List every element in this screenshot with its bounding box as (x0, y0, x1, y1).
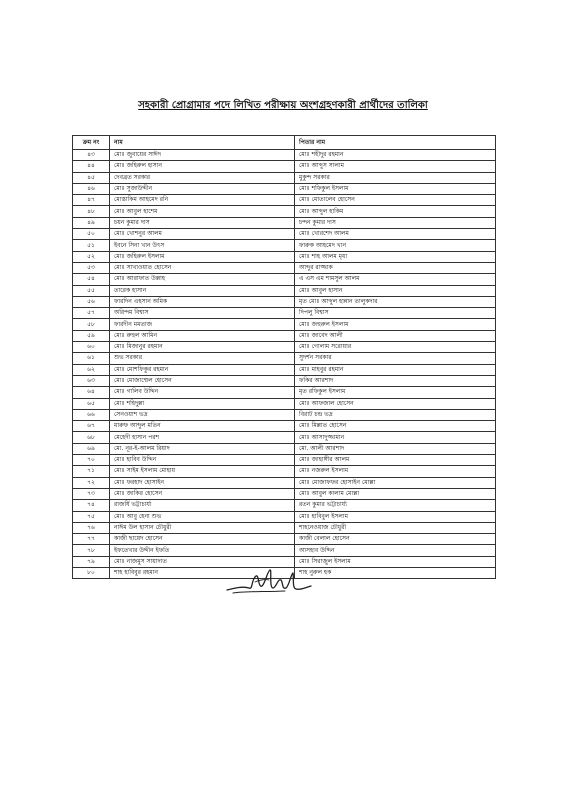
table-row (73, 240, 496, 251)
cell-father-name: মোঃ খোরশেদ আলম (295, 229, 496, 240)
cell-serial: ৫৭ (73, 308, 110, 319)
cell-serial: ৫১ (73, 240, 110, 251)
cell-serial: ৭২ (73, 477, 110, 488)
cell-father-name: কাজী বেলাল হোসেন (295, 534, 496, 545)
cell-serial: ৭০ (73, 455, 110, 466)
cell-serial: ৫৩ (73, 262, 110, 273)
table-row (73, 477, 496, 488)
table-row (73, 285, 496, 296)
table-row (73, 455, 496, 466)
cell-father-name: মোঃ মোজাফফর হোসাইন মোল্লা (295, 477, 496, 488)
column-header-name: নাম (110, 136, 295, 150)
cell-name: মোঃ আরাফাত উল্লাহ (110, 274, 295, 285)
cell-serial: ৫২ (73, 251, 110, 262)
column-header-serial: ক্রম নং (73, 136, 110, 150)
cell-name: তারেক হাসান (110, 285, 295, 296)
cell-father-name: আসহাব উদ্দিন (295, 545, 496, 556)
cell-name: কাজী ছায়েদ হোসেন (110, 534, 295, 545)
cell-name: সেনওয়াশ ভদ্র (110, 409, 295, 420)
cell-serial: ৭৩ (73, 488, 110, 499)
cell-name: মোঃ শহিদুল্লা (110, 398, 295, 409)
cell-name: মোঃ জহিরুল ইসলাম (110, 251, 295, 262)
cell-father-name: চন্দন কুমার দাস (295, 217, 496, 228)
cell-father-name: মোঃ জাবেদ আলী (295, 330, 496, 341)
cell-serial: ৬৯ (73, 443, 110, 454)
cell-name: মোস্তাকিম আহমেদ রনি (110, 195, 295, 206)
table-row (73, 308, 496, 319)
cell-father-name: মোঃ মিল্লাত হোসেন (295, 421, 496, 432)
table-row (73, 353, 496, 364)
cell-father-name: রতন কুমার ভট্টাচার্য্য (295, 500, 496, 511)
candidate-table (72, 135, 496, 579)
cell-serial: ৫৬ (73, 296, 110, 307)
cell-father-name: মোঃ আব্দুস সালাম (295, 161, 496, 172)
cell-serial: ৫৫ (73, 285, 110, 296)
table-row (73, 161, 496, 172)
table-row (73, 409, 496, 420)
cell-father-name: মোঃ মোতালেব হোসেন (295, 195, 496, 206)
cell-name: শাহ হাবিবুর রহমান (110, 567, 295, 578)
cell-serial: ৬০ (73, 342, 110, 353)
cell-name: মোঃ মোজাম্মেল হোসেন (110, 375, 295, 386)
cell-name: শুভ সরকার (110, 353, 295, 364)
table-row (73, 251, 496, 262)
table-row (73, 375, 496, 386)
cell-father-name: সুদর্শন সরকার (295, 353, 496, 364)
table-row (73, 330, 496, 341)
table-row (73, 150, 496, 161)
column-header-father-name: পিতার নাম (295, 136, 496, 150)
cell-father-name: মোঃ আফজাল হোসেন (295, 398, 496, 409)
cell-serial: ৪৬ (73, 183, 110, 194)
cell-father-name: মুকুন্দ সরকার (295, 172, 496, 183)
cell-father-name: মোঃ আবুল কালাম মোল্লা (295, 488, 496, 499)
cell-name: মোঃ সাইম ইসলাম মোহায় (110, 466, 295, 477)
table-row (73, 183, 496, 194)
table-body (73, 150, 496, 579)
table-row (73, 364, 496, 375)
cell-name: মোঃ হাবিব উদ্দিন (110, 455, 295, 466)
table-row (73, 274, 496, 285)
table-row (73, 172, 496, 183)
cell-name: ইবনে সিনা খান উৎস (110, 240, 295, 251)
cell-father-name: ফারুক আহমেদ খান (295, 240, 496, 251)
table-row (73, 387, 496, 398)
cell-name: ফারদীন মমতাজ (110, 319, 295, 330)
table-row (73, 217, 496, 228)
cell-serial: ৫৮ (73, 319, 110, 330)
cell-father-name: মোঃ মাহবুর রহমান (295, 364, 496, 375)
cell-name: মেহেদী হাসান পরশ (110, 432, 295, 443)
cell-serial: ৫৯ (73, 330, 110, 341)
cell-serial: ৬৩ (73, 375, 110, 386)
cell-serial: ৬৮ (73, 432, 110, 443)
cell-serial: ৭৭ (73, 534, 110, 545)
cell-father-name: মোঃ গোলাম সরোয়ার (295, 342, 496, 353)
cell-father-name: মোঃ শাহ আলম মৃধা (295, 251, 496, 262)
cell-serial: ৬৭ (73, 421, 110, 432)
table-row (73, 296, 496, 307)
table-row (73, 443, 496, 454)
table-row (73, 432, 496, 443)
cell-name: মোঃ আবু হেনা শুভ (110, 511, 295, 522)
cell-father-name: বিরাট চন্দ্র ভদ্র (295, 409, 496, 420)
cell-name: নাঈম উল হাসান চৌধুরী (110, 522, 295, 533)
cell-father-name: মোঃ শহীদুর রহমান (295, 150, 496, 161)
cell-father-name: মোঃ আসাদুজ্জামান (295, 432, 496, 443)
table-row (73, 342, 496, 353)
cell-serial: ৭৪ (73, 500, 110, 511)
table-row (73, 466, 496, 477)
cell-serial: ৬৬ (73, 409, 110, 420)
cell-name: মোঃ গালিব উদ্দিন (110, 387, 295, 398)
cell-father-name: মৃত মোঃ আব্দুল হান্নান তালুকদার (295, 296, 496, 307)
cell-name: মোঃ রুহুল আমিন (110, 330, 295, 341)
cell-serial: ৭১ (73, 466, 110, 477)
table-row (73, 229, 496, 240)
cell-name: মোঃ খোশনুর আলম (110, 229, 295, 240)
signature (225, 566, 315, 600)
cell-serial: ৭৮ (73, 545, 110, 556)
table-row (73, 534, 496, 545)
cell-father-name: এ এস এম শামসুল আলম (295, 274, 496, 285)
table-row (73, 421, 496, 432)
cell-serial: ৬৪ (73, 387, 110, 398)
cell-name: মোঃ জুবায়ের সাঈদ (110, 150, 295, 161)
cell-father-name: মোঃ জহুরুল ইসলাম (295, 319, 496, 330)
cell-name: মারুফ আব্দুল মতিন (110, 421, 295, 432)
cell-father-name: আব্দুর রাজ্জাক (295, 262, 496, 273)
cell-serial: ৭৫ (73, 511, 110, 522)
cell-serial: ৭৬ (73, 522, 110, 533)
cell-father-name: মোঃ আবুল হাসান (295, 285, 496, 296)
cell-name: অরিন্দম বিশ্বাস (110, 308, 295, 319)
cell-name: মোঃ সাখাওয়াত হোসেন (110, 262, 295, 273)
cell-serial: ৬২ (73, 364, 110, 375)
cell-serial: ৫০ (73, 229, 110, 240)
cell-name: মোঃ সুজাউদ্দীন (110, 183, 295, 194)
cell-name: মোঃ জাকির হোসেন (110, 488, 295, 499)
table-row (73, 398, 496, 409)
cell-name: ইফতেখার উদ্দীন ইফতি (110, 545, 295, 556)
cell-serial: ৪৪ (73, 161, 110, 172)
cell-father-name: মোঃ নজরুল ইসলাম (295, 466, 496, 477)
cell-serial: ৪৫ (73, 172, 110, 183)
table-row (73, 511, 496, 522)
cell-serial: ৪৩ (73, 150, 110, 161)
cell-name: রাজর্ষি ভট্টাচার্য্য (110, 500, 295, 511)
cell-father-name: মোঃ শফিকুল ইসলাম (295, 183, 496, 194)
cell-name: মোঃ মোশফিকুর রহমান (110, 364, 295, 375)
cell-serial: ৫৪ (73, 274, 110, 285)
cell-serial: ৭৯ (73, 556, 110, 567)
cell-father-name: মোঃ সিরাজুল ইসলাম (295, 556, 496, 567)
page-title: সহকারী প্রোগ্রামার পদে লিখিত পরীক্ষায় অংশগ্রহণকারী প্রার্থীদের তালিকা (138, 100, 428, 111)
cell-serial: ৪৮ (73, 206, 110, 217)
cell-serial: ৬১ (73, 353, 110, 364)
table-header (73, 136, 496, 150)
cell-father-name: মৃত রফিকুল ইসলাম (295, 387, 496, 398)
table-row (73, 500, 496, 511)
cell-father-name: মো. আলী আরশাদ (295, 443, 496, 454)
table-row (73, 545, 496, 556)
cell-name: ফারদিন এহসান অমিক (110, 296, 295, 307)
cell-name: মোঃ মিজানুর রহমান (110, 342, 295, 353)
cell-name: মোঃ ফরহাদ হোসাইন (110, 477, 295, 488)
table-row (73, 195, 496, 206)
cell-father-name: মোঃ হাবিবুল ইসলাম (295, 511, 496, 522)
cell-name: দেবব্রত সরকার (110, 172, 295, 183)
cell-father-name: মোঃ জাহাঙ্গীর আলম (295, 455, 496, 466)
cell-name: মো. নূর-ই-আলম রিয়াদ (110, 443, 295, 454)
cell-father-name: দিপলু বিশ্বাস (295, 308, 496, 319)
cell-name: চয়ন কুমার দাস (110, 217, 295, 228)
cell-name: মোঃ আবুল হাশেম (110, 206, 295, 217)
cell-serial: ৬৫ (73, 398, 110, 409)
cell-father-name: শাহনেওয়াজ চৌধুরী (295, 522, 496, 533)
cell-father-name: শাহ নুরুল হক (295, 567, 496, 578)
cell-serial: ৪৭ (73, 195, 110, 206)
table-row (73, 319, 496, 330)
cell-father-name: ফকির আরশাদ (295, 375, 496, 386)
cell-name: মোঃ নাজমুস সায়াদাত (110, 556, 295, 567)
cell-father-name: মোঃ আব্দুল হাকিম (295, 206, 496, 217)
table-row (73, 206, 496, 217)
cell-serial: ৮০ (73, 567, 110, 578)
table-row (73, 488, 496, 499)
table-row (73, 522, 496, 533)
cell-name: মোঃ জহিরুল হাসান (110, 161, 295, 172)
cell-serial: ৪৯ (73, 217, 110, 228)
table-header-row (73, 136, 496, 150)
table-row (73, 262, 496, 273)
